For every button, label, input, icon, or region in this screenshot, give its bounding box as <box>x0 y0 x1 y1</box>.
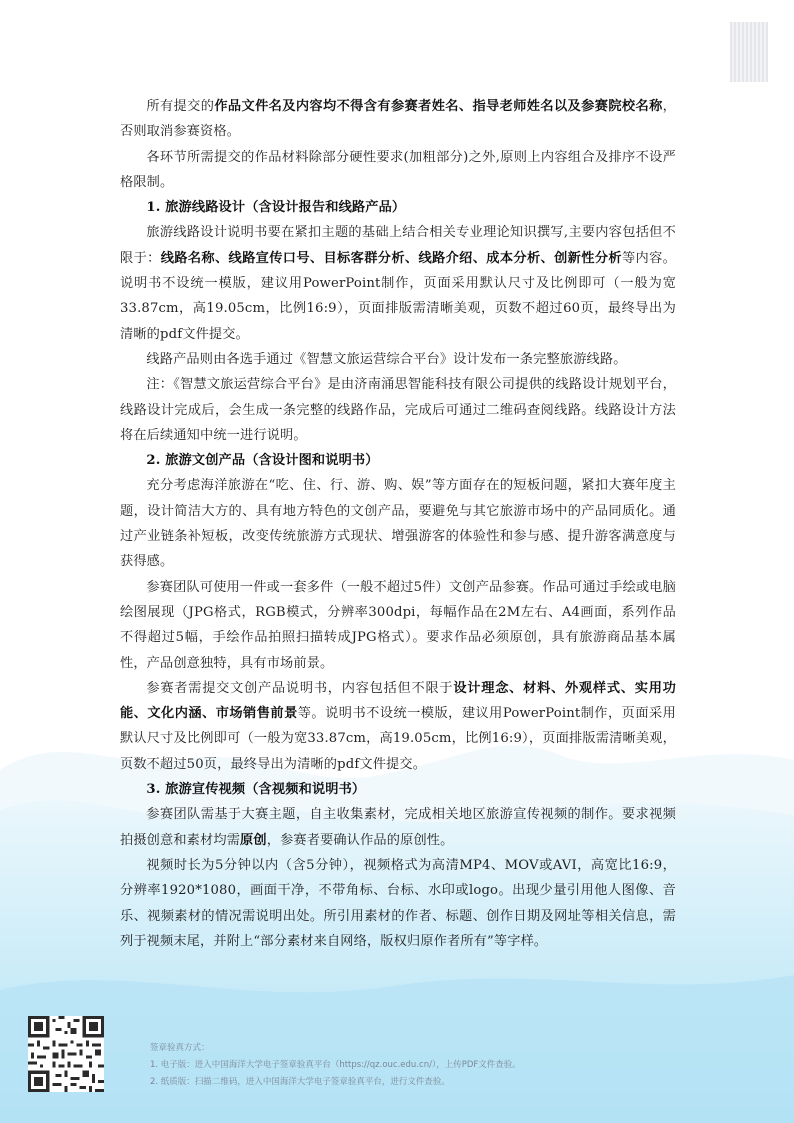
verification-footer <box>150 1040 521 1091</box>
verification-electronic: 1. 电子版：进入中国海洋大学电子签章验真平台（https://qz.ouc.edu.cn/），上传PDF文件查验。 <box>150 1060 521 1070</box>
paragraph-material-order: 各环节所需提交的作品材料除部分硬性要求(加粗部分)之外,原则上内容组合及排序不设严格限制。 <box>120 149 676 190</box>
section-heading-promo-video: 3. 旅游宣传视频（含视频和说明书） <box>146 782 366 798</box>
paragraph-cultural-intro: 充分考虑海洋旅游在“吃、住、行、游、购、娱”等方面存在的短板问题，紧扣大赛年度主题，设计简洁大方的、具有地方特色的文创产品，要避免与其它旅游市场中的产品同质化。通过产业链条补短板，改变传统旅游方式现状、增强游客的体验性和参与感、提升游客满意度与获得感。 <box>120 478 676 570</box>
paragraph-cultural-manual: 参赛者需提交文创产品说明书，内容包括但不限于设计理念、材料、外观样式、实用功能、文化内涵、市场销售前景等。说明书不设统一模版，建议用PowerPoint制作，页面采用默认尺寸及比例即可（一般为宽33.87cm，高19.05cm，比例16:9），页面排版需清晰美观，页数不超过50页，最终导出为清晰的pdf文件提交。 <box>120 680 677 772</box>
signature-stamp-mark <box>730 22 768 82</box>
paragraph-route-product: 线路产品则由各选手通过《智慧文旅运营综合平台》设计发布一条完整旅游线路。 <box>146 351 627 367</box>
verification-qr-code[interactable] <box>28 1016 104 1092</box>
verification-title: 签章验真方式： <box>150 1043 210 1053</box>
paragraph-platform-note: 注：《智慧文旅运营综合平台》是由济南涌思智能科技有限公司提供的线路设计规划平台，线路设计完成后，会生成一条完整的线路作品，完成后可通过二维码查阅线路。线路设计方法将在后续通知中统一进行说明。 <box>120 377 676 443</box>
verification-paper: 2. 纸质版：扫描二维码，进入中国海洋大学电子签章验真平台，进行文件查验。 <box>150 1077 450 1087</box>
paragraph-video-intro: 参赛团队需基于大赛主题，自主收集素材，完成相关地区旅游宣传视频的制作。要求视频拍摄创意和素材均需原创，参赛者要确认作品的原创性。 <box>120 807 676 848</box>
section-heading-route-design: 1. 旅游线路设计（含设计报告和线路产品） <box>146 200 406 216</box>
paragraph-cultural-format: 参赛团队可使用一件或一套多件（一般不超过5件）文创产品参赛。作品可通过手绘或电脑绘图展现（JPG格式，RGB模式，分辨率300dpi，每幅作品在2M左右、A4画面，系列作品不得超过5幅，手绘作品拍照扫描转成JPG格式）。要求作品必须原创，具有旅游商品基本属性，产品创意独特，具有市场前景。 <box>120 579 676 671</box>
section-heading-cultural-product: 2. 旅游文创产品（含设计图和说明书） <box>146 453 379 469</box>
paragraph-route-manual: 旅游线路设计说明书要在紧扣主题的基础上结合相关专业理论知识撰写,主要内容包括但不限于：线路名称、线路宣传口号、目标客群分析、线路介绍、成本分析、创新性分析等内容。说明书不设统一模版，建议用PowerPoint制作，页面采用默认尺寸及比例即可（一般为宽33.87cm，高19.05cm，比例16:9），页面排版需清晰美观，页数不超过60页，最终导出为清晰的pdf文件提交。 <box>120 225 676 342</box>
paragraph-submission-rule: 所有提交的作品文件名及内容均不得含有参赛者姓名、指导老师姓名以及参赛院校名称，否则取消参赛资格。 <box>120 99 677 140</box>
paragraph-video-spec: 视频时长为5分钟以内（含5分钟），视频格式为高清MP4、MOV或AVI，高宽比16:9，分辨率1920*1080，画面干净，不带角标、台标、水印或logo。出现少量引用他人图像、音乐、视频素材的情况需说明出处。所引用素材的作者、标题、创作日期及网址等相关信息，需列于视频末尾，并附上“部分素材来自网络，版权归原作者所有”等字样。 <box>120 857 676 949</box>
document-body <box>120 94 676 954</box>
